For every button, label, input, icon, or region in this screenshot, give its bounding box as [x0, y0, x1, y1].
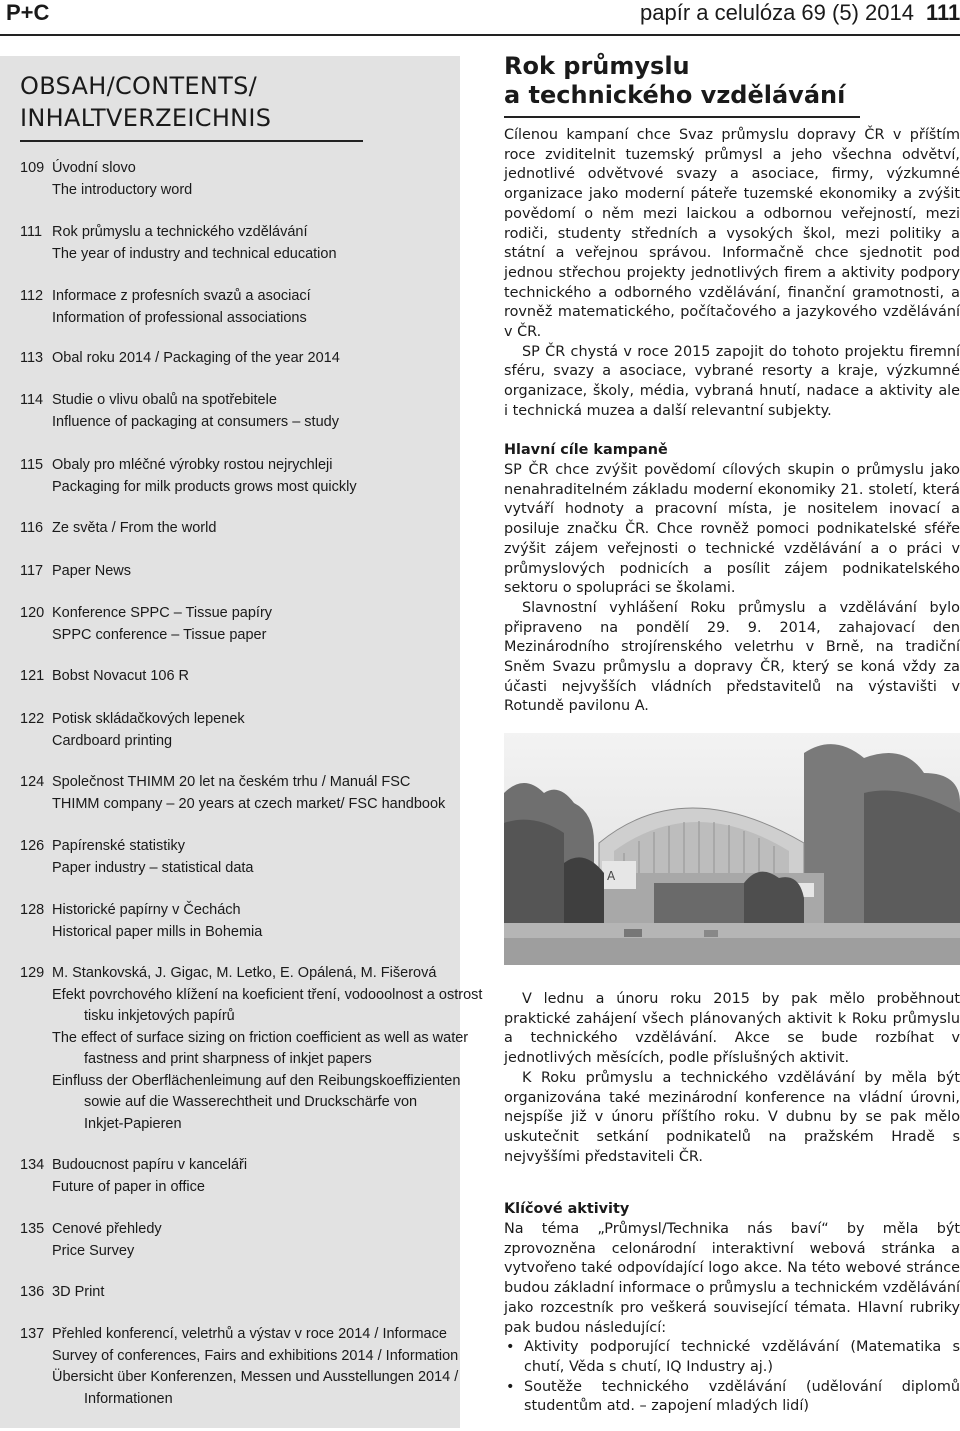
toc-line: The effect of surface sizing on friction coefficient as well as water: [52, 1029, 469, 1046]
article-title-line2: a technického vzdělávání: [504, 81, 846, 109]
toc-entry: [20, 518, 460, 540]
toc-entry: [20, 158, 460, 201]
toc-line: Budoucnost papíru v kanceláři: [52, 1157, 248, 1173]
article-paragraph: Cílenou kampaní chce Svaz průmyslu dopravy ČR v příštím roce zviditelnit tuzemský průmysl a jeho všechna odvětví, jednotlivé odvětvové svazy a asociace, firmy, výzkumné organizace jako moderní páteře tuzemské ekonomiky a zvýšit povědomí o něm mezi laickou a odbornou veřejností, mezi rodiči, studenty středních a vysokých škol, mezi politiky a státní a veřejnou správou. Informačně chce sjednotit pod jednou střechou projekty jednotlivých firem a aktivity podpory technického a odborného vzdělávání, finanční gramotnosti, a rovněž matematického, počítačového a jazykového vzdělávání v ČR.: [504, 127, 960, 341]
toc-line: Úvodní slovo: [52, 160, 136, 176]
toc-line: 3D Print: [52, 1284, 105, 1300]
article-intro: [504, 126, 960, 422]
toc-entry: [20, 836, 460, 879]
toc-entry: [20, 772, 460, 815]
toc-entry: [20, 963, 483, 1135]
toc-entry: [20, 222, 460, 265]
toc-entry: [20, 603, 460, 646]
toc-page-number: 137: [20, 1326, 45, 1342]
toc-line: tisku inkjetových papírů: [84, 1008, 235, 1024]
toc-line: Future of paper in office: [52, 1178, 205, 1195]
toc-line: Přehled konferencí, veletrhů a výstav v roce 2014 / Informace: [52, 1326, 447, 1342]
toc-page-number: 129: [20, 965, 45, 981]
toc-line: Price Survey: [52, 1242, 135, 1259]
header-divider: [0, 34, 960, 36]
toc-page-number: 121: [20, 668, 45, 684]
toc-line: Ze světa / From the world: [52, 520, 217, 536]
toc-page-number: 135: [20, 1221, 45, 1237]
toc-line: Survey of conferences, Fairs and exhibitions 2014 / Information: [52, 1347, 459, 1364]
page-number: 111: [925, 0, 960, 25]
toc-line: Packaging for milk products grows most quickly: [52, 478, 357, 495]
toc-page-number: 115: [20, 457, 44, 473]
contents-title: [20, 70, 400, 134]
toc-entry: [20, 666, 460, 688]
toc-line: Influence of packaging at consumers – study: [52, 413, 339, 430]
toc-line: M. Stankovská, J. Gigac, M. Letko, E. Opálená, M. Fišerová: [52, 965, 437, 981]
toc-page-number: 136: [20, 1284, 45, 1300]
toc-line: Potisk skládačkových lepenek: [52, 711, 245, 727]
journal-header: [640, 0, 960, 26]
toc-line: The year of industry and technical education: [52, 245, 337, 262]
toc-line: The introductory word: [52, 181, 193, 198]
journal-issue: papír a celulóza 69 (5) 2014: [640, 0, 914, 25]
toc-line: fastness and print sharpness of inkjet papers: [84, 1051, 372, 1067]
toc-page-number: 111: [20, 224, 43, 240]
section-heading-key-activities: Klíčové aktivity: [504, 1201, 630, 1217]
contents-title-line2: INHALTVERZEICHNIS: [20, 104, 272, 132]
toc-line: Paper News: [52, 563, 131, 579]
toc-line: Efekt povrchového klížení na koeficient tření, vodooolnost a ostrost: [52, 986, 483, 1003]
toc-entry: [20, 1324, 460, 1410]
toc-page-number: 126: [20, 838, 45, 854]
toc-page-number: 113: [20, 350, 44, 366]
toc-line: Informationen: [84, 1390, 173, 1407]
exhibition-hall-photo: [504, 733, 960, 965]
toc-page-number: 120: [20, 605, 45, 621]
toc-line: Obaly pro mléčné výrobky rostou nejrychleji: [52, 457, 333, 473]
section-heading-goals: Hlavní cíle kampaně: [504, 442, 668, 458]
toc-entry: [20, 900, 460, 943]
toc-entry: [20, 286, 460, 329]
toc-line: Einfluss der Oberflächenleimung auf den Reibungskoeffizienten: [52, 1072, 461, 1089]
toc-line: Übersicht über Konferenzen, Messen und Ausstellungen 2014 /: [52, 1369, 459, 1385]
article-title-rule: [504, 116, 860, 118]
toc-entry: [20, 1155, 460, 1198]
toc-page-number: 112: [20, 288, 44, 304]
toc-entry: [20, 390, 460, 433]
toc-line: Společnost THIMM 20 let na českém trhu / Manuál FSC: [52, 774, 411, 790]
toc-entry: [20, 455, 460, 498]
toc-line: Bobst Novacut 106 R: [52, 668, 190, 684]
toc-page-number: 122: [20, 711, 45, 727]
activities-list: [504, 1338, 960, 1417]
article-title-line1: Rok průmyslu: [504, 52, 690, 80]
toc-page-number: 124: [20, 774, 45, 790]
list-item: • Aktivity podporující technické vzdělávání (Matematika s chutí, Věda s chutí, IQ Industry aj.): [504, 1338, 960, 1377]
toc-line: Studie o vlivu obalů na spotřebitele: [52, 392, 277, 408]
contents-title-rule: [20, 140, 363, 142]
toc-page-number: 128: [20, 902, 45, 918]
toc-line: Informace z profesních svazů a asociací: [52, 288, 311, 304]
toc-line: Historické papírny v Čechách: [52, 902, 241, 918]
list-item: • Soutěže technického vzdělávání (udělování diplomů studentům atd. – zapojení mladých lidí): [504, 1378, 960, 1417]
article-title: [504, 52, 944, 110]
article-activities: [504, 1220, 960, 1417]
article-goals: [504, 461, 960, 717]
article-paragraph: Na téma „Průmysl/Technika nás baví“ by měla být zprovozněna celonárodní interaktivní webová stránka a vytvořeno také odpovídající logo akce. Na této webové stránce budou základní informace o průmyslu a technickém vzdělávání jako rozcestník pro veškerá související témata. Hlavní rubriky pak budou následující:: [504, 1221, 960, 1336]
toc-entry: [20, 561, 460, 583]
toc-line: Papírenské statistiky: [52, 838, 185, 854]
toc-line: Paper industry – statistical data: [52, 859, 254, 876]
article-paragraph: SP ČR chystá v roce 2015 zapojit do tohoto projektu firemní sféru, svazy a asociace, vybrané resorty a kraje, výzkumné organizace, školy, média, vybraná hnutí, nadace a aktivity ale i technická muzea a další relevantní subjekty.: [504, 343, 960, 419]
toc-line: Rok průmyslu a technického vzdělávání: [52, 224, 308, 240]
toc-page-number: 114: [20, 392, 44, 408]
article-paragraph: SP ČR chce zvýšit povědomí cílových skupin o průmyslu jako nenahraditelném základu moderní ekonomiky 21. století, která vytváří hodnoty a pracovní místa, je nositelem inovací a posiluje značku ČR. Chce rovněž pomoci podnikatelské sféře zvýšit zájem veřejnosti o technické vzdělávání a o práci v průmyslových podnicích a posílit zájem podnikatelského sektoru o spolupráci se školami.: [504, 462, 960, 597]
toc-line: Konference SPPC – Tissue papíry: [52, 605, 273, 621]
toc-line: Cardboard printing: [52, 732, 173, 749]
toc-page-number: 117: [20, 563, 44, 579]
article-paragraph: Slavnostní vyhlášení Roku průmyslu a vzdělávání bylo připraveno na pondělí 29. 9. 2014, zahajovací den Mezinárodního strojírenského veletrhu v Brně, na tradiční Sněm Svazu průmyslu a dopravy ČR, který se koná vždy za účasti nejvyšších vládních představitelů na výstavišti v Rotundě pavilonu A.: [504, 599, 960, 715]
toc-line: Cenové přehledy: [52, 1221, 162, 1237]
toc-entry: [20, 1219, 460, 1262]
toc-page-number: 116: [20, 520, 44, 536]
article-paragraph: V lednu a únoru roku 2015 by pak mělo proběhnout praktické zahájení všech plánovaných aktivit k Roku průmyslu a technického vzdělávání. Akce se bude rozbíhat v jednotlivých měsících, podle příslušných aktivit.: [504, 991, 960, 1067]
toc-line: Historical paper mills in Bohemia: [52, 923, 263, 940]
toc-entry: [20, 709, 460, 752]
toc-line: Inkjet-Papieren: [84, 1115, 182, 1132]
contents-title-line1: OBSAH/CONTENTS/: [20, 72, 258, 100]
magazine-brand: P+C: [6, 0, 50, 25]
toc-line: Information of professional associations: [52, 309, 307, 326]
svg-text:A: A: [607, 869, 616, 883]
toc-page-number: 134: [20, 1157, 45, 1173]
toc-entry: [20, 348, 460, 370]
toc-line: THIMM company – 20 years at czech market/ FSC handbook: [52, 795, 446, 812]
article-paragraph: K Roku průmyslu a technického vzdělávání by měla být organizována také mezinárodní konference na vládní úrovni, nejspíše již v únoru příštího roku. V dubnu by se pak mělo uskutečnit setkání podnikatelů na pražském Hradě s nejvyššími představiteli ČR.: [504, 1069, 960, 1165]
toc-entry: [20, 1282, 460, 1304]
article-plans: [504, 990, 960, 1167]
toc-line: sowie auf die Wasserechtheit und Druckschärfe von: [84, 1094, 418, 1110]
toc-line: SPPC conference – Tissue paper: [52, 626, 267, 643]
toc-line: Obal roku 2014 / Packaging of the year 2014: [52, 350, 340, 366]
toc-page-number: 109: [20, 160, 45, 176]
